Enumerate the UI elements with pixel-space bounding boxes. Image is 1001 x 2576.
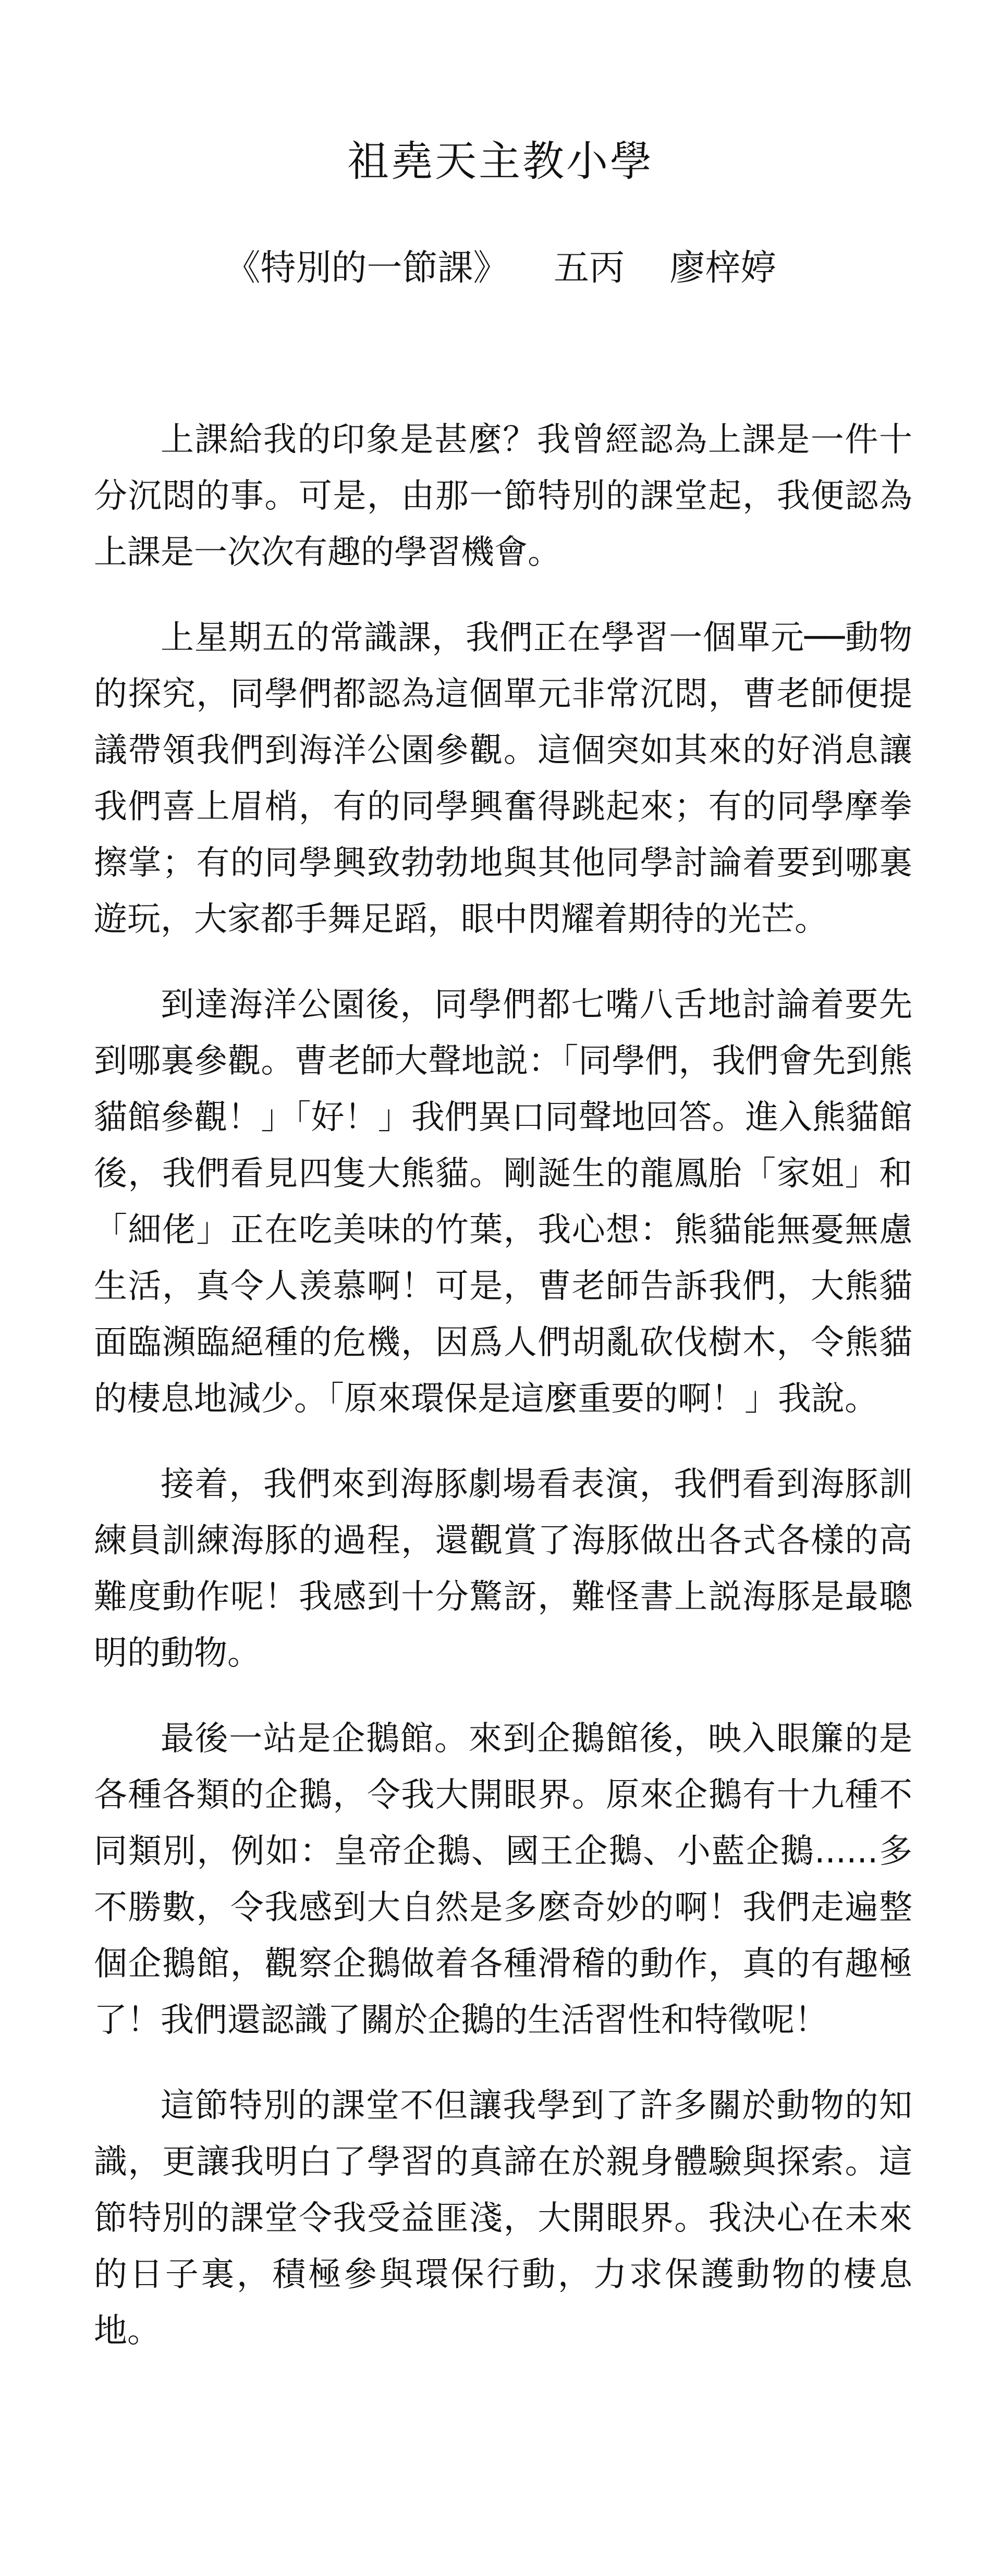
- essay-paragraph: 上課給我的印象是甚麼？我曾經認為上課是一件十分沉悶的事。可是，由那一節特別的課堂起，我便認為上課是一次次有趣的學習機會。: [94, 421, 912, 572]
- essay-paragraph: 上星期五的常識課，我們正在學習一個單元──動物的探究，同學們都認為這個單元非常沉悶，曹老師便提議帶領我們到海洋公園參觀。這個突如其來的好消息讓我們喜上眉梢，有的同學興奮得跳起來；有的同學摩拳擦掌；有的同學興致勃勃地與其他同學討論着要到哪裏遊玩，大家都手舞足蹈，眼中閃耀着期待的光芒。: [94, 619, 912, 939]
- school-name: 祖堯天主教小學: [347, 137, 654, 186]
- essay-subtitle: 《特別的一節課》 五丙 廖梓婷: [225, 248, 776, 289]
- essay-paragraph: 這節特別的課堂不但讓我學到了許多關於動物的知識，更讓我明白了學習的真諦在於親身體驗與探索。這節特別的課堂令我受益匪淺，大開眼界。我決心在未來的日子裏，積極參與環保行動，力求保護動物的棲息地。: [94, 2087, 912, 2350]
- essay-paragraph: 接着，我們來到海豚劇場看表演，我們看到海豚訓練員訓練海豚的過程，還觀賞了海豚做出各式各樣的高難度動作呢！我感到十分驚訝，難怪書上説海豚是最聰明的動物。: [94, 1465, 912, 1673]
- essay-body: [94, 412, 912, 2359]
- essay-paragraph: 到達海洋公園後，同學們都七嘴八舌地討論着要先到哪裏參觀。曹老師大聲地説：「同學們，我們會先到熊貓館參觀！」「好！」我們異口同聲地回答。進入熊貓館後，我們看見四隻大熊貓。剛誕生的龍鳳胎「家姐」和「細佬」正在吃美味的竹葉，我心想：熊貓能無憂無慮生活，真令人羡慕啊！可是，曹老師告訴我們，大熊貓面臨瀕臨絕種的危機，因爲人們胡亂砍伐樹木，令熊貓的棲息地減少。「原來環保是這麼重要的啊！」我說。: [94, 986, 912, 1418]
- essay-paragraph: 最後一站是企鵝館。來到企鵝館後，映入眼簾的是各種各類的企鵝，令我大開眼界。原來企鵝有十九種不同類別，例如：皇帝企鵝、國王企鵝、小藍企鵝......多不勝數，令我感到大自然是多麽奇妙的啊！我們走遍整個企鵝館，觀察企鵝做着各種滑稽的動作，真的有趣極了！我們還認識了關於企鵝的生活習性和特徵呢！: [94, 1720, 912, 2040]
